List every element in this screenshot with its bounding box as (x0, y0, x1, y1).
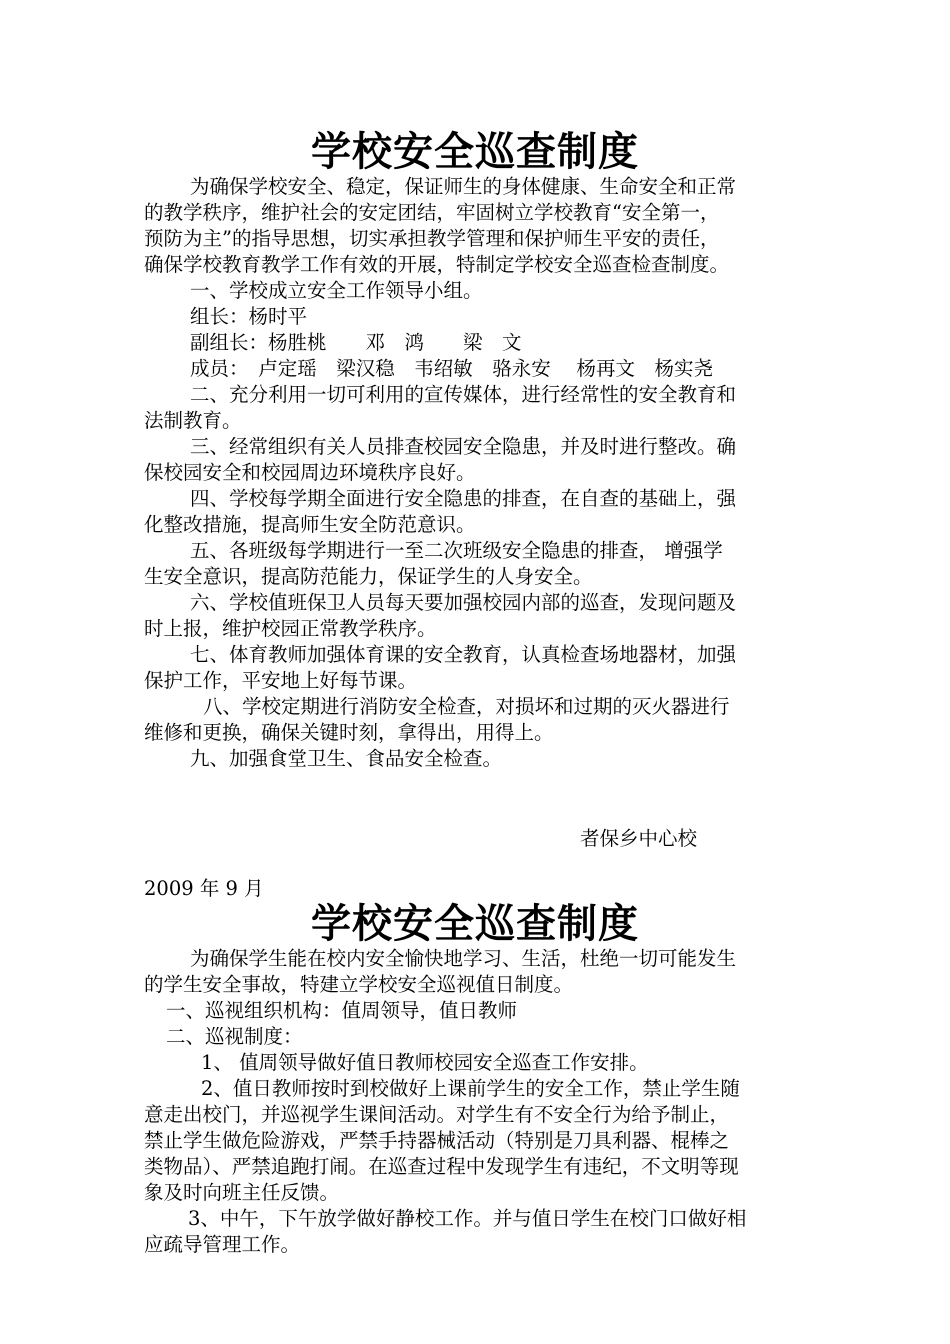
doc1-line: 九、加强食堂卫生、食品安全检查。 (190, 747, 503, 770)
doc2-line: 象及时向班主任反馈。 (144, 1181, 340, 1204)
doc1-line: 四、学校每学期全面进行安全隐患的排查，在自查的基础上，强 (190, 487, 737, 510)
doc2-line: 的学生安全事故，特建立学校安全巡视值日制度。 (144, 973, 574, 996)
doc2-title: 学校安全巡查制度 (311, 901, 639, 947)
document-date: 2009 年 9 月 (144, 877, 264, 900)
doc2-line: 应疏导管理工作。 (144, 1233, 301, 1256)
doc1-line: 组长：杨时平 (190, 305, 308, 328)
doc1-line: 时上报，维护校园正常教学秩序。 (144, 617, 437, 640)
doc1-line: 生安全意识，提高防范能力，保证学生的人身安全。 (144, 565, 593, 588)
doc1-line: 二、充分利用一切可利用的宣传媒体，进行经常性的安全教育和 (190, 383, 737, 406)
doc1-line: 七、体育教师加强体育课的安全教育，认真检查场地器材，加强 (190, 643, 737, 666)
doc2-line: 一、巡视组织机构：值周领导，值日教师 (166, 999, 518, 1022)
doc1-line: 的教学秩序，维护社会的安定团结，牢固树立学校教育“安全第一， (144, 201, 720, 224)
school-name: 者保乡中心校 (580, 827, 698, 850)
doc2-line: 3、中午，下午放学做好静校工作。并与值日学生在校门口做好相 (188, 1207, 747, 1230)
doc1-line: 法制教育。 (144, 409, 242, 432)
doc1-title: 学校安全巡查制度 (311, 129, 639, 175)
doc1-line: 成员： 卢定瑶 梁汉稳 韦绍敏 骆永安 杨再文 杨实尧 (190, 357, 713, 380)
doc1-line: 六、学校值班保卫人员每天要加强校园内部的巡查，发现问题及 (190, 591, 737, 614)
doc2-line: 1、 值周领导做好值日教师校园安全巡查工作安排。 (201, 1051, 649, 1074)
doc1-line: 一、学校成立安全工作领导小组。 (190, 279, 483, 302)
doc2-line: 二、巡视制度： (166, 1025, 303, 1048)
doc1-line: 化整改措施，提高师生安全防范意识。 (144, 513, 476, 536)
doc2-line: 为确保学生能在校内安全愉快地学习、生活，杜绝一切可能发生 (190, 947, 737, 970)
doc1-line: 副组长：杨胜桃 邓 鸿 梁 文 (190, 331, 522, 354)
doc1-line: 五、各班级每学期进行一至二次班级安全隐患的排查， 增强学 (190, 539, 723, 562)
doc1-line: 八、学校定期进行消防安全检查，对损坏和过期的灭火器进行 (203, 695, 730, 718)
doc1-line: 三、经常组织有关人员排查校园安全隐患，并及时进行整改。确 (190, 435, 737, 458)
doc1-line: 预防为主”的指导思想，切实承担教学管理和保护师生平安的责任， (144, 227, 720, 250)
doc2-line: 禁止学生做危险游戏，严禁手持器械活动（特别是刀具利器、棍棒之 (144, 1129, 730, 1152)
doc1-line: 保校园安全和校园周边环境秩序良好。 (144, 461, 476, 484)
doc1-line: 为确保学校安全、稳定，保证师生的身体健康、生命安全和正常 (190, 175, 737, 198)
doc1-line: 确保学校教育教学工作有效的开展，特制定学校安全巡查检查制度。 (144, 253, 730, 276)
doc2-line: 意走出校门，并巡视学生课间活动。对学生有不安全行为给予制止， (144, 1103, 730, 1126)
doc2-line: 类物品）、严禁追跑打闹。在巡查过程中发现学生有违纪，不文明等现 (144, 1155, 739, 1178)
doc1-line: 维修和更换，确保关键时刻，拿得出，用得上。 (144, 721, 554, 744)
doc1-line: 保护工作，平安地上好每节课。 (144, 669, 418, 692)
doc2-line: 2、值日教师按时到校做好上课前学生的安全工作，禁止学生随 (201, 1077, 740, 1100)
